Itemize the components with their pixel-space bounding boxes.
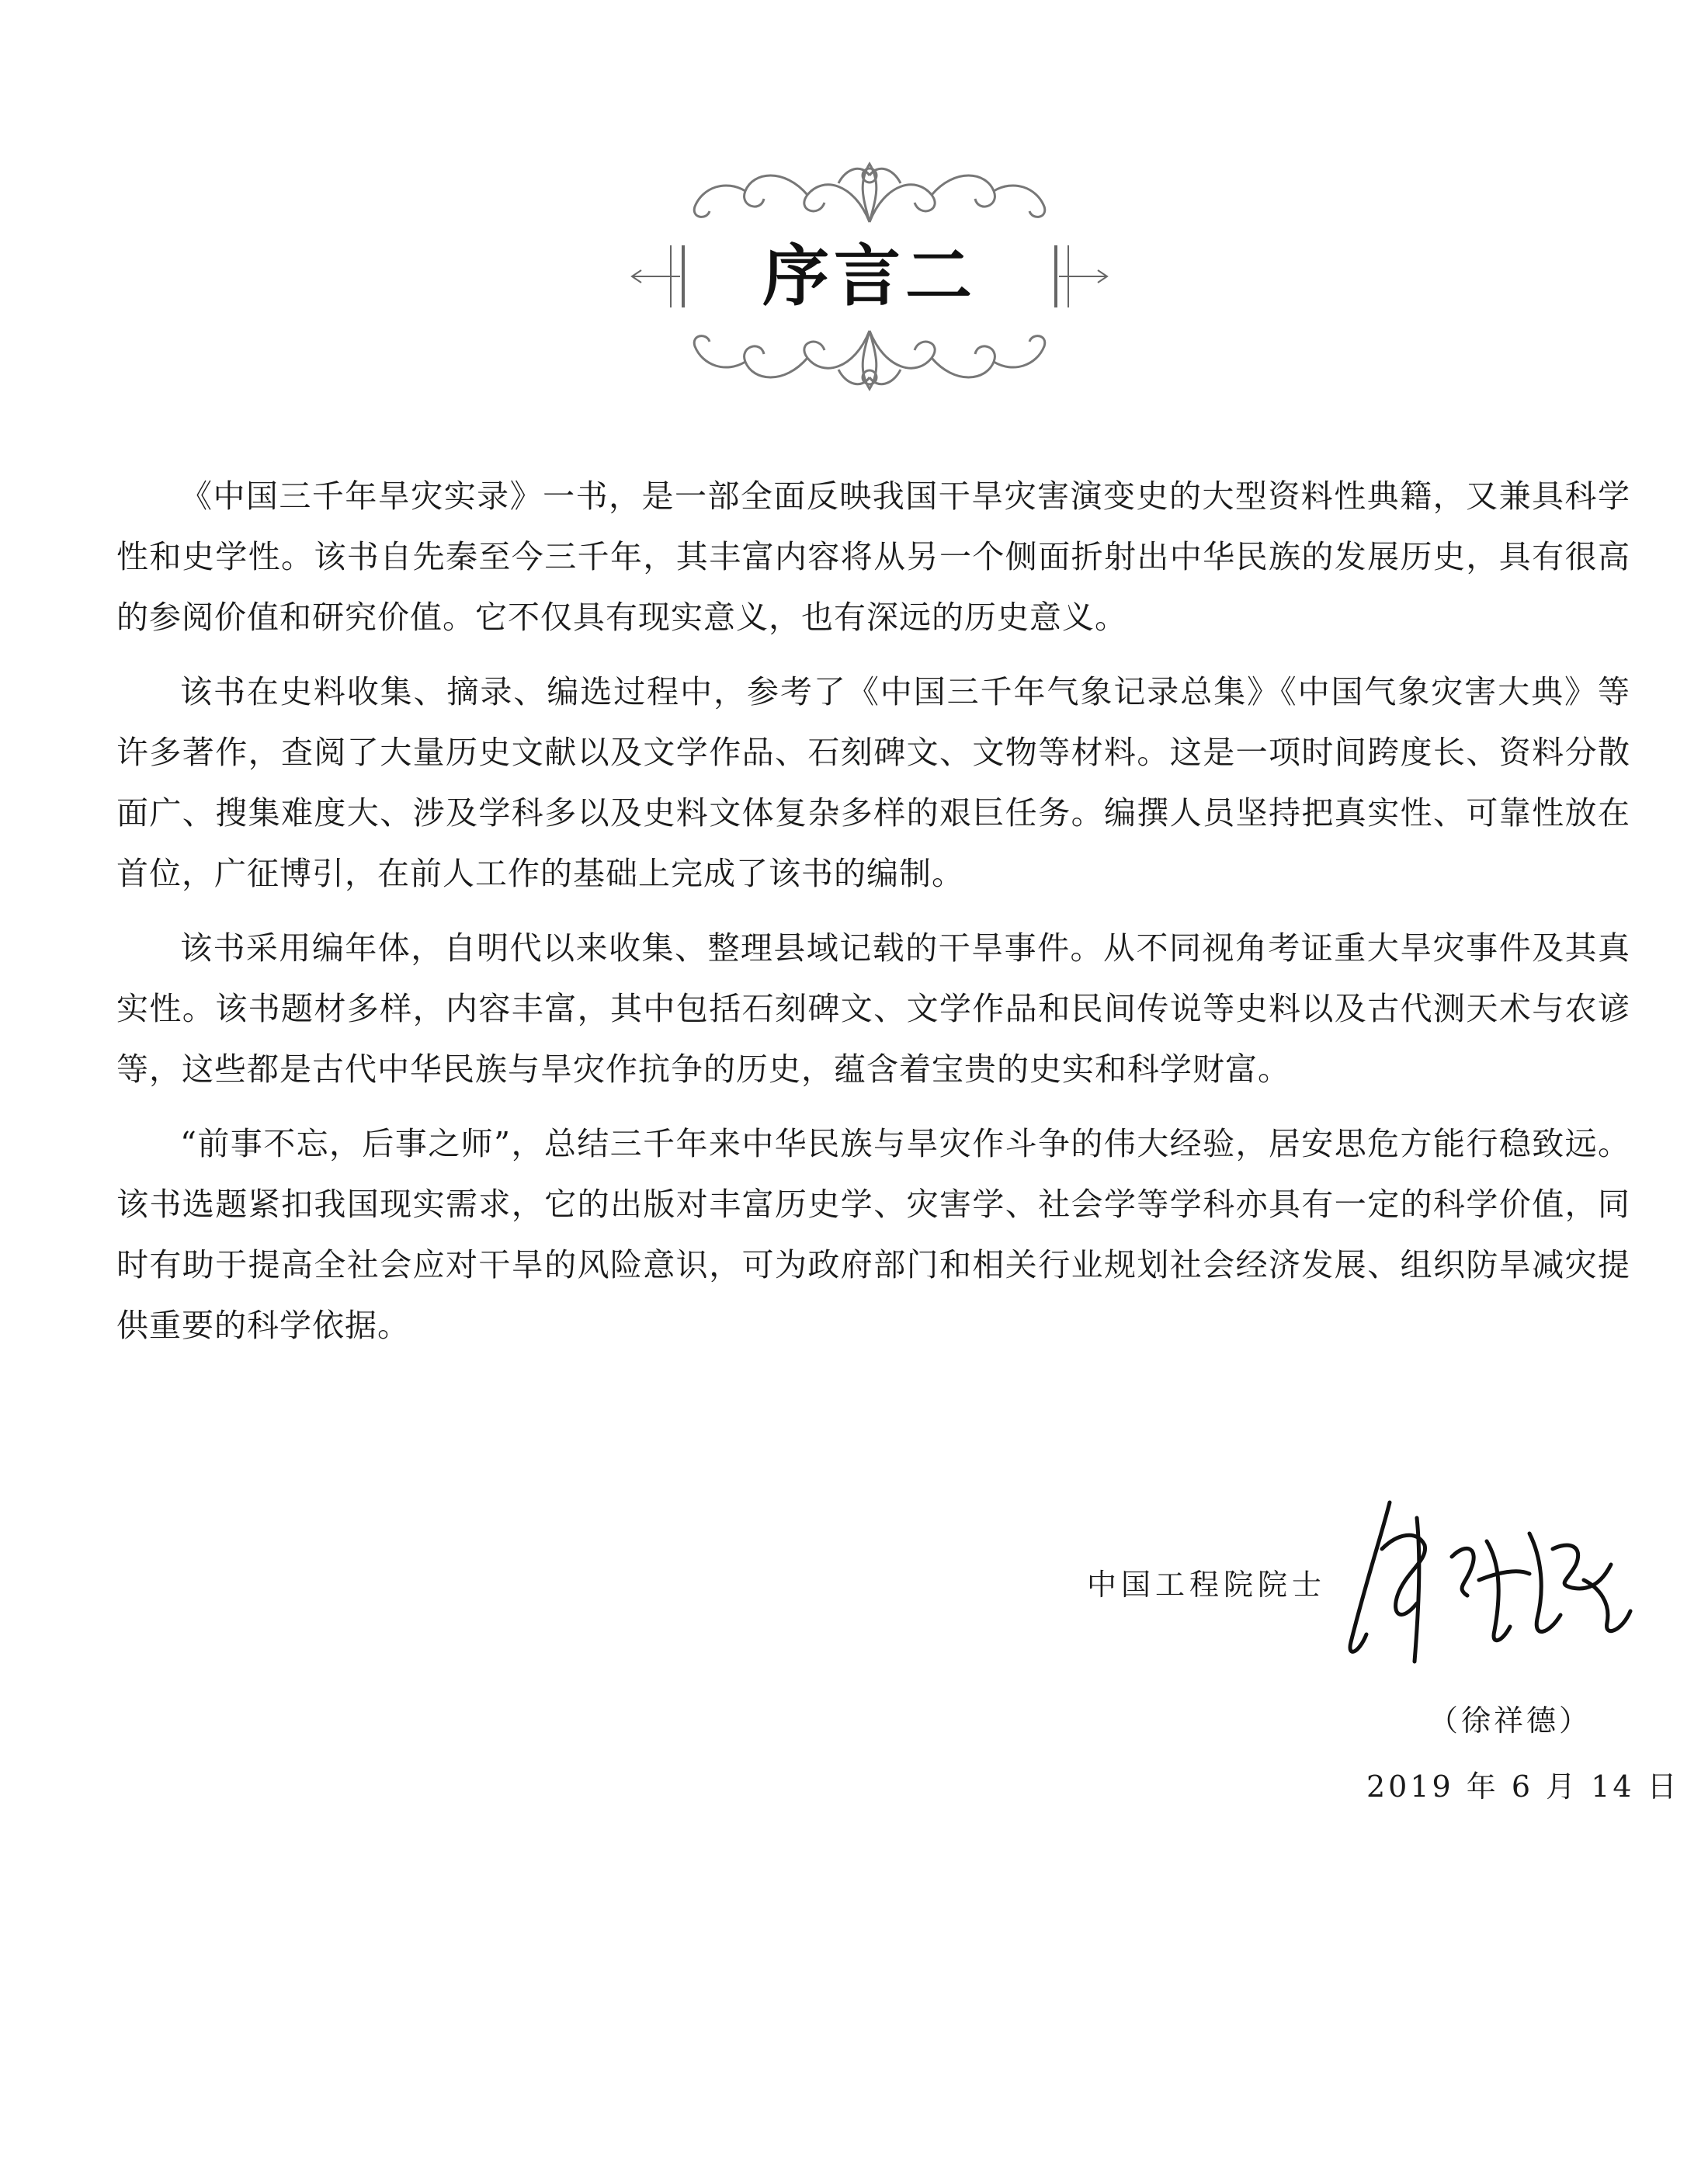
title-row (629, 238, 1110, 315)
paragraph-1: 《中国三千年旱灾实录》一书，是一部全面反映我国干旱灾害演变史的大型资料性典籍，又兼具科学性和史学性。该书自先秦至今三千年，其丰富内容将从另一个侧面折射出中华民族的发展历史，具有很高的参阅价值和研究价值。它不仅具有现实意义，也有深远的历史意义。 (116, 478, 1630, 636)
signer-name: （徐祥德） (1429, 1703, 1592, 1738)
right-bracket-arrow-icon (1048, 244, 1110, 309)
paragraph-3: 该书采用编年体，自明代以来收集、整理县域记载的干旱事件。从不同视角考证重大旱灾事件及其真实性。该书题材多样，内容丰富，其中包括石刻碑文、文学作品和民间传说等史料以及古代测天术与农谚等，这些都是古代中华民族与旱灾作抗争的历史，蕴含着宝贵的史实和科学财富。 (116, 929, 1630, 1088)
signer-title: 中国工程院院士 (1087, 1568, 1327, 1602)
preface-body (116, 466, 1630, 1370)
top-scroll-ornament (683, 152, 1056, 230)
preface-header (629, 152, 1110, 385)
bottom-scroll-ornament (683, 323, 1056, 401)
sign-date: 2019 年 6 月 14 日 (1366, 1769, 1680, 1804)
page-title: 序言二 (762, 238, 977, 315)
paragraph-2: 该书在史料收集、摘录、编选过程中，参考了《中国三千年气象记录总集》《中国气象灾害大典》等许多著作，查阅了大量历史文献以及文学作品、石刻碑文、文物等材料。这是一项时间跨度长、资料分散面广、搜集难度大、涉及学科多以及史料文体复杂多样的艰巨任务。编撰人员坚持把真实性、可靠性放在首位，广征博引，在前人工作的基础上完成了该书的编制。 (116, 673, 1630, 892)
handwritten-signature (1343, 1487, 1638, 1673)
paragraph-4: “前事不忘，后事之师”，总结三千年来中华民族与旱灾作斗争的伟大经验，居安思危方能行稳致远。该书选题紧扣我国现实需求，它的出版对丰富历史学、灾害学、社会学等学科亦具有一定的科学价值，同时有助于提高全社会应对干旱的风险意识，可为政府部门和相关行业规划社会经济发展、组织防旱减灾提供重要的科学依据。 (116, 1125, 1630, 1344)
